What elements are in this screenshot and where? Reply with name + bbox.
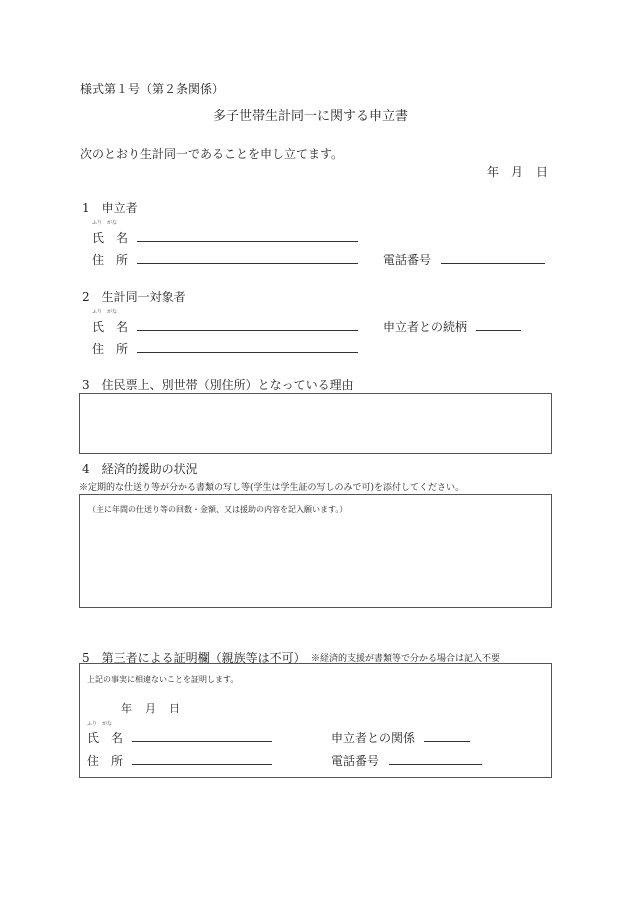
support-textbox[interactable] — [79, 494, 552, 608]
third-party-statement: 上記の事実に相違ないことを証明します。 — [87, 675, 239, 684]
target-address-field[interactable] — [137, 352, 358, 353]
support-box-hint: （主に年間の仕送り等の回数・金額、又は援助の内容を記入願います。） — [88, 505, 348, 514]
third-party-phone-field[interactable] — [389, 764, 482, 765]
date-year-label: 年 — [487, 165, 500, 179]
third-party-address-label: 住 所 — [87, 754, 124, 768]
form-number: 様式第１号（第２条関係） — [80, 82, 225, 96]
applicant-address-label: 住 所 — [92, 253, 129, 267]
target-heading: 2 生計同一対象者 — [82, 290, 186, 304]
applicant-name-field[interactable] — [137, 241, 358, 242]
third-party-name-label: 氏 名 — [87, 731, 124, 745]
third-party-relation-label: 申立者との関係 — [331, 731, 416, 745]
third-party-date-day: 日 — [169, 702, 180, 715]
third-party-date-month: 月 — [145, 702, 156, 715]
date-month-label: 月 — [511, 165, 524, 179]
target-relation-field[interactable] — [476, 330, 521, 331]
date-day-label: 日 — [536, 165, 549, 179]
reason-heading: 3 住民票上、別世帯（別住所）となっている理由 — [82, 378, 354, 392]
third-party-address-field[interactable] — [132, 764, 272, 765]
third-party-box — [79, 663, 552, 778]
applicant-furigana: ふり がな — [92, 220, 118, 226]
reason-textbox[interactable] — [79, 393, 552, 454]
third-party-furigana: ふり がな — [87, 721, 113, 727]
target-name-label: 氏 名 — [92, 320, 129, 334]
third-party-name-field[interactable] — [132, 741, 272, 742]
target-furigana: ふり がな — [92, 309, 118, 315]
target-relation-label: 申立者との続柄 — [383, 320, 468, 334]
target-address-label: 住 所 — [92, 342, 129, 356]
page-title: 多子世帯生計同一に関する申立書 — [213, 109, 409, 124]
intro-text: 次のとおり生計同一であることを申し立てます。 — [80, 147, 344, 161]
applicant-name-label: 氏 名 — [92, 231, 129, 245]
applicant-phone-label: 電話番号 — [383, 253, 432, 267]
third-party-heading: 5 第三者による証明欄（親族等は不可） — [82, 651, 306, 665]
target-name-field[interactable] — [137, 330, 358, 331]
applicant-heading: 1 申立者 — [82, 201, 138, 215]
applicant-address-field[interactable] — [137, 263, 358, 264]
third-party-phone-label: 電話番号 — [331, 754, 380, 768]
support-note: ※定期的な仕送り等が分かる書類の写し等(学生は学生証の写しのみで可)を添付してください。 — [79, 483, 465, 493]
applicant-phone-field[interactable] — [441, 263, 545, 264]
third-party-date-year: 年 — [121, 702, 132, 715]
support-heading: 4 経済的援助の状況 — [82, 462, 198, 476]
third-party-relation-field[interactable] — [424, 741, 470, 742]
third-party-note: ※経済的支援が書類等で分かる場合は記入不要 — [311, 654, 501, 664]
